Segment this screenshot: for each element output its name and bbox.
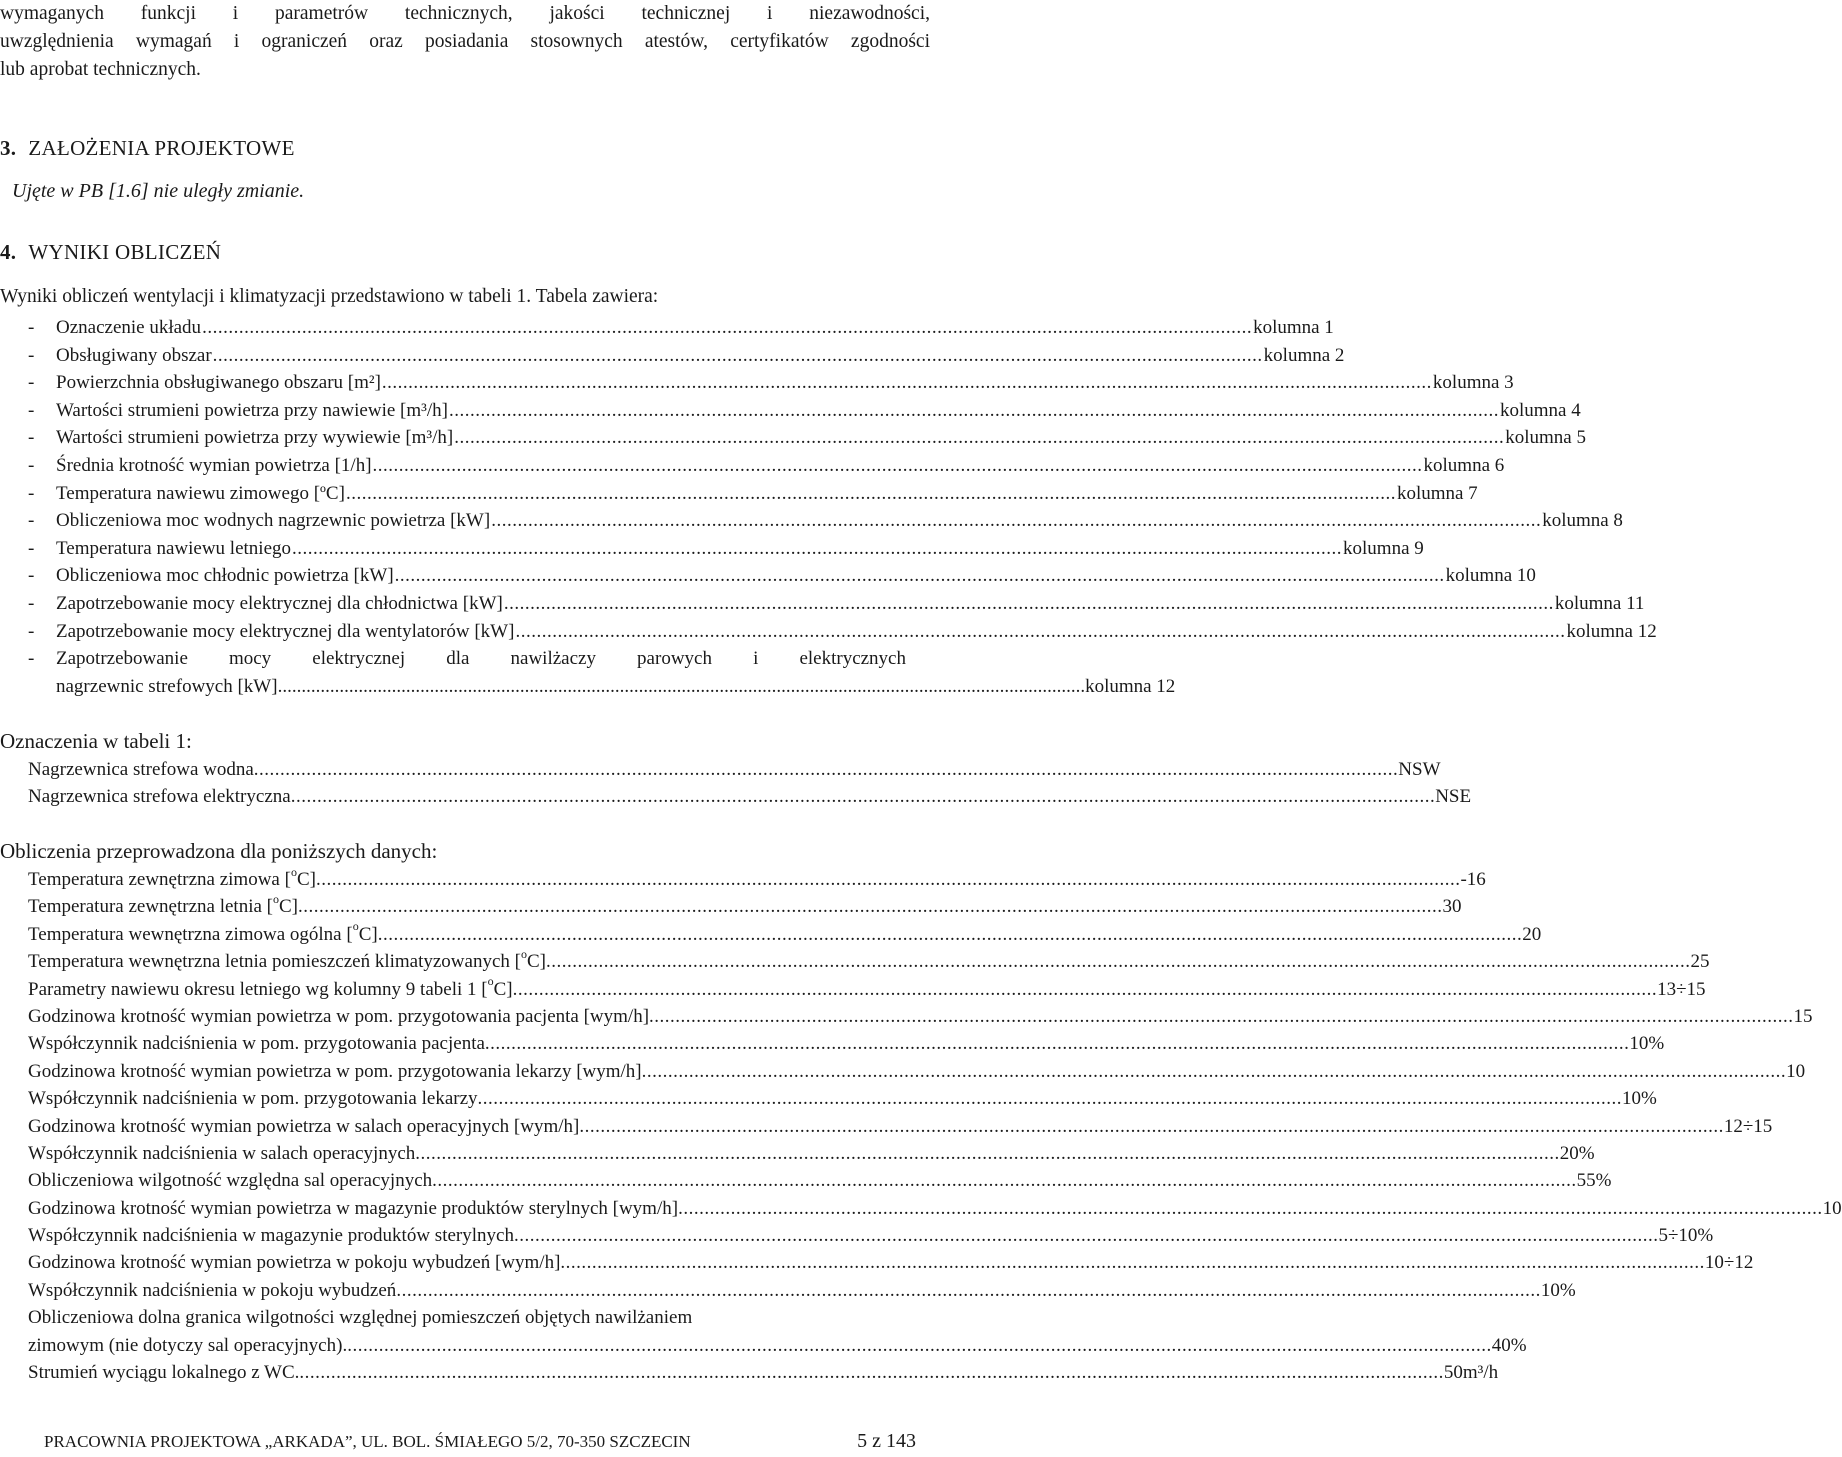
list-dash: - [28, 454, 35, 476]
section-4-intro: Wyniki obliczeń wentylacji i klimatyzacji przedstawiono w tabeli 1. Tabela zawiera: [0, 286, 659, 307]
column-item [28, 590, 1645, 618]
column-value: kolumna 12 [1566, 620, 1657, 642]
calc-value: 5÷10% [1658, 1225, 1714, 1247]
column-item [28, 342, 1345, 370]
dot-leader [298, 893, 1443, 920]
calc-label [28, 893, 298, 920]
calc-value: 55% [1576, 1170, 1612, 1192]
intro-line-1: wymaganych funkcji i parametrów technicznych, jakości technicznej i niezawodności, [0, 3, 930, 24]
dot-leader [415, 1140, 1560, 1167]
column-item [28, 562, 1536, 590]
degree-symbol: o [520, 946, 527, 961]
calc-value: 25 [1690, 951, 1710, 973]
calc-value: 10 [1786, 1060, 1806, 1082]
calc-value: 15 [1793, 1005, 1813, 1027]
column-item [28, 397, 1581, 425]
dot-leader [478, 1085, 1623, 1112]
calc-label-line-1: Obliczeniowa dolna granica wilgotności względnej pomieszczeń objętych nawilżaniem [28, 1307, 693, 1329]
list-dash: - [28, 482, 35, 504]
dot-leader: .......................................................................................................................................................................... [277, 675, 1086, 697]
dot-leader [299, 1359, 1444, 1386]
degree-symbol: o [352, 919, 359, 934]
calc-label-text: Parametry nawiewu okresu letniego wg kolumny 9 tabeli 1 [ [28, 978, 488, 1000]
legend-list [28, 756, 1472, 811]
column-value: kolumna 12 [1085, 675, 1176, 697]
column-item [28, 618, 1657, 646]
calc-item [28, 1113, 1773, 1140]
calc-label-text: Temperatura zewnętrzna letnia [ [28, 896, 273, 918]
calc-label-unit: C] [279, 896, 298, 918]
calc-label-unit: C] [358, 923, 378, 945]
calc-list [28, 864, 1842, 1386]
footer-text: PRACOWNIA PROJEKTOWA „ARKADA”, UL. BOL. ŚMIAŁEGO 5/2, 70-350 SZCZECIN [44, 1432, 691, 1451]
column-value: kolumna 11 [1554, 592, 1645, 614]
dot-leader [485, 1030, 1630, 1057]
calc-item [28, 974, 1706, 1003]
list-dash: - [28, 317, 35, 338]
column-value: kolumna 7 [1396, 482, 1478, 504]
column-item [28, 452, 1505, 480]
legend-value: NSE [1435, 786, 1472, 808]
dot-leader [546, 948, 1691, 975]
calc-label-text: Temperatura zewnętrzna zimowa [ [28, 869, 291, 890]
column-value: kolumna 6 [1423, 454, 1505, 476]
calc-item [28, 919, 1542, 948]
calc-value: 10% [1540, 1279, 1576, 1301]
legend-item [28, 756, 1441, 783]
calc-value: 20 [1522, 923, 1542, 945]
column-label: Temperatura nawiewu letniego [56, 537, 292, 559]
column-label: Obsługiwany obszar [56, 344, 212, 366]
column-leader [56, 424, 1586, 452]
dot-leader [373, 452, 1423, 480]
dot-leader [378, 921, 1523, 948]
dot-leader [396, 1277, 1541, 1304]
calc-item [28, 1249, 1754, 1276]
calc-value: -16 [1460, 869, 1486, 890]
calc-label-line-2: zimowym (nie dotyczy sal operacyjnych). [28, 1334, 348, 1356]
list-dash: - [28, 537, 35, 559]
column-leader [56, 618, 1657, 646]
degree-symbol: o [487, 974, 494, 989]
list-dash: - [28, 565, 35, 587]
calc-label [28, 866, 316, 893]
dot-leader [491, 507, 1541, 535]
calc-item [28, 946, 1710, 975]
column-value: kolumna 2 [1263, 344, 1345, 366]
list-dash: - [28, 372, 35, 394]
column-item [28, 535, 1424, 563]
calc-label [28, 1167, 432, 1194]
calc-label [28, 1003, 649, 1030]
section-4-heading [0, 240, 221, 265]
column-value: kolumna 9 [1343, 537, 1424, 559]
column-item [28, 507, 1623, 535]
column-label-line-2: nagrzewnic strefowych [kW] [56, 675, 278, 697]
column-value: kolumna 10 [1445, 565, 1536, 587]
column-label: Średnia krotność wymian powietrza [1/h] [56, 454, 372, 476]
calc-label [28, 948, 546, 975]
column-value: kolumna 3 [1432, 372, 1514, 394]
calc-item [28, 1222, 1714, 1249]
calc-label-text: Godzinowa krotność wymian powietrza w magazynie produktów sterylnych [wym/h] [28, 1197, 679, 1219]
dot-leader [254, 756, 1399, 783]
calc-label: Strumień wyciągu lokalnego z WC. [28, 1362, 300, 1384]
column-item [28, 314, 1334, 342]
calc-value: 10% [1629, 1033, 1665, 1055]
calc-label-text: Obliczeniowa wilgotność względna sal operacyjnych [28, 1170, 433, 1192]
column-label: Wartości strumieni powietrza przy nawiewie [m³/h] [56, 399, 448, 421]
dot-leader [560, 1249, 1705, 1276]
calc-label-unit: C] [526, 951, 546, 973]
calc-label-text: Godzinowa krotność wymian powietrza w salach operacyjnych [wym/h] [28, 1115, 580, 1137]
calc-item [28, 1167, 1612, 1194]
calc-label [28, 921, 378, 948]
column-leader [56, 314, 1334, 342]
intro-paragraph [0, 0, 930, 84]
calc-label [28, 1030, 485, 1057]
calc-value: 20% [1559, 1142, 1595, 1164]
calc-label-text: Współczynnik nadciśnienia w salach operacyjnych [28, 1142, 416, 1164]
calc-item [28, 1332, 1527, 1359]
calc-value: 10% [1622, 1088, 1657, 1110]
column-item [28, 424, 1586, 452]
dot-leader [432, 1167, 1577, 1194]
calc-label-text: Temperatura wewnętrzna letnia pomieszczeń klimatyzowanych [ [28, 951, 521, 973]
columns-list [28, 314, 1657, 700]
column-leader [56, 562, 1536, 590]
dot-leader [515, 618, 1565, 646]
calc-label-unit: C] [493, 978, 513, 1000]
dot-leader [504, 590, 1554, 618]
calc-item [28, 864, 1486, 893]
calc-item [28, 1003, 1813, 1030]
list-dash: - [28, 427, 35, 449]
calc-item [28, 892, 1462, 920]
list-dash: - [28, 344, 35, 366]
calc-label [28, 1249, 560, 1276]
column-value: kolumna 5 [1505, 427, 1586, 449]
calc-label [28, 1085, 478, 1112]
dot-leader [449, 397, 1499, 425]
calc-label [28, 1277, 396, 1304]
legend-label: Nagrzewnica strefowa elektryczna [28, 786, 291, 808]
calc-label [28, 1195, 678, 1222]
calc-item [28, 1058, 1806, 1085]
dot-leader [649, 1003, 1794, 1030]
section-4-title: WYNIKI OBLICZEŃ [28, 240, 222, 264]
list-dash: - [28, 620, 35, 642]
calc-label [28, 1058, 642, 1085]
calc-label-text: Temperatura wewnętrzna zimowa ogólna [ [28, 923, 353, 945]
column-leader [56, 397, 1581, 425]
section-3-number: 3. [0, 136, 17, 160]
column-item [28, 480, 1478, 508]
calc-label-text: Godzinowa krotność wymian powietrza w pom. przygotowania lekarzy [wym/h] [28, 1060, 642, 1082]
dot-leader [395, 562, 1445, 590]
dot-leader [347, 1332, 1492, 1359]
column-label-line-1: Zapotrzebowanie mocy elektrycznej dla nawilżaczy parowych i elektrycznych [56, 648, 906, 670]
column-leader [56, 342, 1345, 370]
column-value: kolumna 1 [1253, 317, 1334, 338]
degree-symbol: o [273, 892, 279, 907]
section-3-text: Ujęte w PB [1.6] nie uległy zmianie. [12, 180, 305, 202]
column-leader [56, 673, 1176, 701]
legend-label: Nagrzewnica strefowa wodna [28, 759, 254, 780]
calc-item [28, 1140, 1595, 1167]
calc-label-text: Współczynnik nadciśnienia w pom. przygotowania pacjenta [28, 1033, 485, 1055]
list-dash: - [28, 648, 35, 670]
column-value: kolumna 4 [1499, 399, 1581, 421]
dot-leader [579, 1113, 1724, 1140]
degree-symbol: o [290, 864, 297, 879]
calc-label-text: Godzinowa krotność wymian powietrza w pokoju wybudzeń [wym/h] [28, 1252, 561, 1274]
dot-leader [346, 480, 1396, 508]
column-leader [56, 452, 1505, 480]
calc-label-unit: C] [296, 869, 316, 890]
list-dash: - [28, 399, 35, 421]
column-leader [56, 590, 1645, 618]
column-leader [56, 480, 1478, 508]
dot-leader [291, 783, 1436, 810]
calc-item-multiline [28, 1304, 931, 1331]
dot-leader [454, 424, 1504, 452]
calc-value: 50m³/h [1443, 1362, 1499, 1384]
section-3-heading [0, 136, 295, 161]
calc-item [28, 1085, 1657, 1112]
calc-value: 30 [1442, 896, 1462, 918]
calc-label-text: Współczynnik nadciśnienia w pokoju wybudzeń [28, 1279, 397, 1301]
legend-title: Oznaczenia w tabeli 1: [0, 729, 192, 753]
column-label: Oznaczenie układu [56, 317, 202, 338]
column-label: Temperatura nawiewu zimowego [ºC] [56, 482, 345, 504]
list-dash: - [28, 592, 35, 614]
dot-leader [678, 1195, 1823, 1222]
dot-leader [213, 342, 1263, 370]
calc-value: 10÷12 [1704, 1252, 1754, 1274]
legend-value: NSW [1398, 759, 1441, 780]
calc-label [28, 1113, 579, 1140]
dot-leader [292, 535, 1342, 563]
column-item-multiline [28, 645, 1176, 700]
column-item [28, 369, 1514, 397]
calc-item [28, 1277, 1576, 1304]
dot-leader [642, 1058, 1787, 1085]
section-3-title: ZAŁOŻENIA PROJEKTOWE [28, 136, 295, 160]
column-value: kolumna 8 [1542, 510, 1623, 532]
column-label: Powierzchnia obsługiwanego obszaru [m²] [56, 372, 381, 394]
column-label: Wartości strumieni powietrza przy wywiewie [m³/h] [56, 427, 454, 449]
column-label: Zapotrzebowanie mocy elektrycznej dla chłodnictwa [kW] [56, 592, 503, 614]
column-label: Obliczeniowa moc chłodnic powietrza [kW] [56, 565, 394, 587]
calc-label-text: Współczynnik nadciśnienia w pom. przygotowania lekarzy [28, 1088, 478, 1110]
dot-leader [513, 976, 1658, 1003]
calc-label [28, 1222, 514, 1249]
calc-label [28, 1140, 415, 1167]
calc-label-text: Współczynnik nadciśnienia w magazynie produktów sterylnych [28, 1225, 514, 1247]
page-number: 5 z 143 [857, 1430, 916, 1452]
column-leader [56, 507, 1623, 535]
section-4-number: 4. [0, 240, 17, 264]
column-label: Zapotrzebowanie mocy elektrycznej dla wentylatorów [kW] [56, 620, 515, 642]
column-leader [56, 369, 1514, 397]
calc-label-text: Godzinowa krotność wymian powietrza w pom. przygotowania pacjenta [wym/h] [28, 1005, 650, 1027]
calc-label [28, 976, 513, 1003]
calc-value: 10 [1822, 1197, 1842, 1219]
dot-leader [382, 369, 1432, 397]
intro-line-2: uwzględnienia wymagań i ograniczeń oraz posiadania stosownych atestów, certyfikatów zgodności [0, 31, 930, 52]
calc-item [28, 1030, 1665, 1057]
calc-value: 40% [1491, 1334, 1527, 1356]
calc-value: 12÷15 [1723, 1115, 1773, 1137]
column-label: Obliczeniowa moc wodnych nagrzewnic powietrza [kW] [56, 510, 491, 532]
dot-leader [202, 314, 1252, 342]
calc-title: Obliczenia przeprowadzona dla poniższych danych: [0, 839, 438, 863]
legend-item [28, 783, 1472, 810]
calc-item [28, 1195, 1842, 1222]
dot-leader [514, 1222, 1659, 1249]
intro-line-3: lub aprobat technicznych. [0, 59, 201, 80]
list-dash: - [28, 510, 35, 532]
calc-value: 13÷15 [1657, 978, 1706, 1000]
dot-leader [316, 866, 1461, 893]
calc-item [28, 1359, 1499, 1386]
column-leader [56, 535, 1424, 563]
